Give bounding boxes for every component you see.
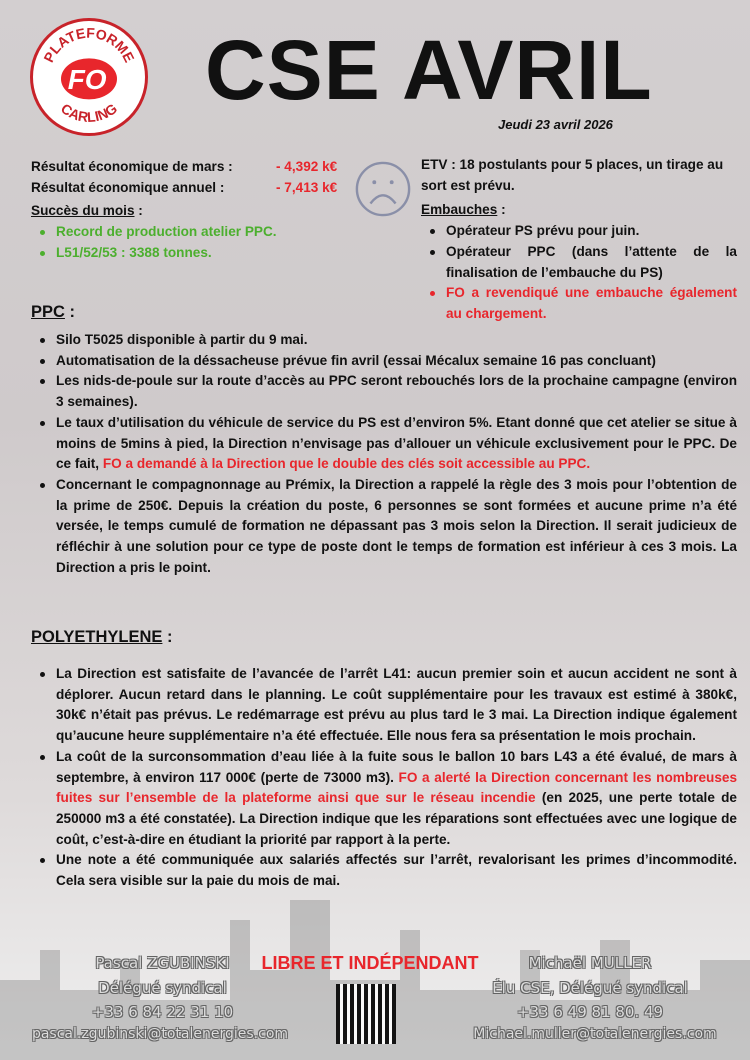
svg-text:CARLING: CARLING [57,100,121,126]
list-item [31,747,737,851]
text: Le taux d’utilisation du véhicule de service du PS est d’environ 5%. Etant donné que cet atelier se situe à moins de 5mins à pied, la Direction n’envisage pas d’allouer un véhicule exclusivement pour le PPC. De ce fait, [56,414,737,472]
sad-face-icon [354,160,412,218]
list-item: Automatisation de la déssacheuse prévue fin avril (essai Mécalux semaine 16 pas concluant) [31,351,737,372]
left-contact-role: Délégué syndical [98,979,227,997]
colon: : [134,203,143,219]
svg-text:PLATEFORME: PLATEFORME [40,24,138,65]
list-item: Record de production atelier PPC. [31,222,361,243]
list-item: Opérateur PPC (dans l’attente de la finalisation de l’embauche du PS) [421,242,737,283]
results-section [31,157,361,264]
colon: : [64,303,76,321]
right-contact-role: Élu CSE, Délégué syndical [492,979,688,997]
colon: : [497,202,506,218]
list-item: Concernant le compagnonnage au Prémix, la Direction a rappelé la règle des 3 mois pour l’obtention de la prime de 250€. Depuis la création du poste, 6 personnes se sont formées et aucune prime n’a été versée, le temps cumulé de formation ne dépassant pas 3 mois selon la Direction. Il serait judicieux de réfléchir à une solution pour ce type de poste dont le temps de formation est inférieur à ces 3 mois. La Direction a pris le point. [31,475,737,579]
result-value: - 4,392 k€ [276,159,338,174]
red-text: FO a demandé à la Direction que le double des clés soit accessible au PPC. [102,456,591,472]
footer [0,948,750,1060]
heading-text: POLYETHYLENE [31,628,163,646]
heading-text: PPC [31,303,65,321]
date: Jeudi 23 avril 2026 [498,117,613,132]
result-label: Résultat économique de mars : [31,159,233,174]
ppc-list [31,330,737,578]
left-contact-name: Pascal ZGUBINSKI [95,954,230,972]
qr-code[interactable] [336,984,396,1044]
fo-logo [30,18,148,136]
list-item: La Direction est satisfaite de l’avancée de l’arrêt L41: aucun premier soin et aucun accident ne sont à déplorer. Aucun retard dans le planning. Le coût supplémentaire pour les travaux est estimé à 380k€, 30k€ n’était pas prévus. Le redémarrage est prévu au plus tard le 3 mai. La Direction indique également qu’aucune heure supplémentaire n’a été effectuée. Elle nous fera sa présentation le mois prochain. [31,664,737,747]
left-contact-phone: +33 6 84 22 31 10 [91,1003,234,1021]
list-item: L51/52/53 : 3388 tonnes. [31,243,361,264]
polyethylene-heading [31,628,173,647]
list-item: Silo T5025 disponible à partir du 9 mai. [31,330,737,351]
right-contact-email[interactable]: Michael.muller@totalenergies.com [473,1026,717,1042]
list-item: FO a revendiqué une embauche également au chargement. [421,283,737,324]
right-contact-phone: +33 6 49 81 80. 49 [516,1003,664,1021]
left-contact-email[interactable]: pascal.zgubinski@totalenergies.com [31,1026,289,1042]
result-label: Résultat économique annuel : [31,179,225,195]
hiring-title: Embauches [421,202,498,218]
svg-text:FO: FO [67,64,107,96]
text: La coût de la surconsommation d’eau liée à la fuite sous le ballon 10 bars L43 a été évalué, de mars à septembre, à environ 117 000€ (perte de 73000 m3). [56,748,737,785]
list-item: Opérateur PS prévu pour juin. [421,221,737,242]
polyethylene-list [31,664,737,892]
list-item [31,413,737,475]
page-title: CSE AVRIL [205,23,653,117]
ppc-heading [31,303,75,322]
text: (en 2025, une perte totale de 250000 m3 a été constatée). La Direction indique que les réparations sont effectuées avec une logique de coût, c’est-à-dire en étudiant la priorité par rapport à la perte. [56,790,737,847]
red-text: FO a alerté la Direction concernant les nombreuses fuites sur l’ensemble de la plateforme ainsi que sur le réseau incendie [56,769,737,806]
right-contact-name: Michaël MULLER [528,954,652,972]
slogan: LIBRE ET INDÉPENDANT [261,953,479,973]
result-value: - 7,413 k€ [276,179,338,195]
list-item: Les nids-de-poule sur la route d’accès au PPC seront rebouchés lors de la prochaine campagne (environ 3 semaines). [31,371,737,412]
list-item: Une note a été communiquée aux salariés affectés sur l’arrêt, revalorisant les primes d’incommodité. Cela sera visible sur la paie du mois de mai. [31,850,737,891]
hiring-section [421,155,737,325]
etv-text: ETV : 18 postulants pour 5 places, un tirage au sort est prévu. [421,157,724,193]
success-title: Succès du mois [31,203,135,219]
colon: : [162,628,173,646]
